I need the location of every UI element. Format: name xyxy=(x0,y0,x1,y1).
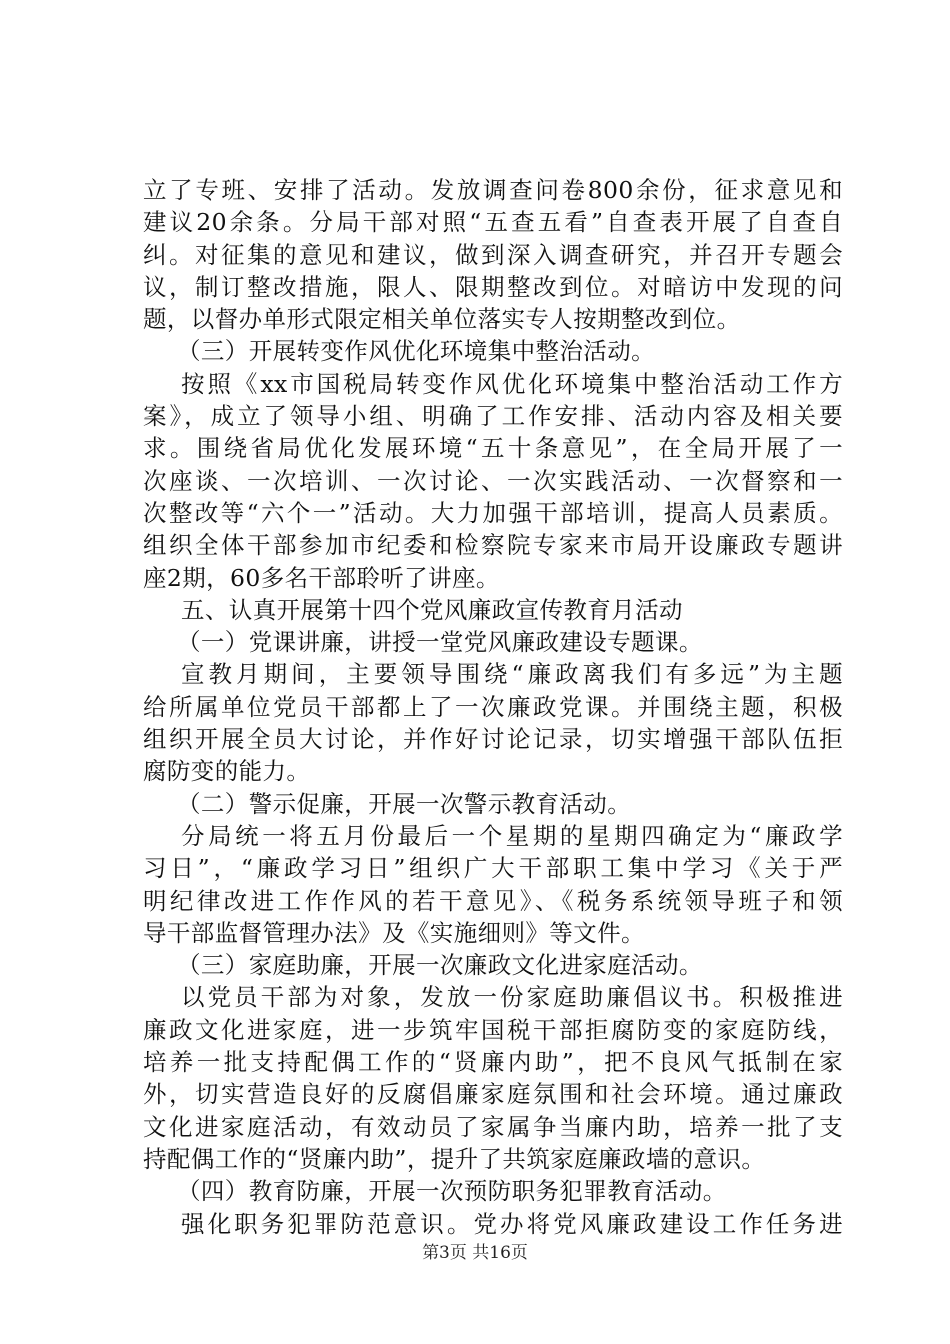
text-line: 分局统一将五月份最后一个星期的星期四确定为“廉政学 xyxy=(181,821,843,850)
section-heading: （四）教育防廉，开展一次预防职务犯罪教育活动。 xyxy=(177,1177,727,1206)
page-number-footer: 第3页 共16页 xyxy=(422,1243,528,1263)
text-line: 立了专班、安排了活动。发放调查问卷800余份，征求意见和 xyxy=(143,176,843,204)
text-line: 习日”，“廉政学习日”组织广大干部职工集中学习《关于严 xyxy=(143,854,843,883)
text-line: 明纪律改进工作作风的若干意见》、《税务系统领导班子和领 xyxy=(143,886,843,915)
text-line: 次座谈、一次培训、一次讨论、一次实践活动、一次督察和一 xyxy=(143,466,843,495)
text-line: 强化职务犯罪防范意识。党办将党风廉政建设工作任务进 xyxy=(181,1209,843,1238)
text-line: 外，切实营造良好的反腐倡廉家庭氛围和社会环境。通过廉政 xyxy=(143,1080,843,1109)
text-line: 座2期，60多名干部聆听了讲座。 xyxy=(143,563,500,592)
text-line: 给所属单位党员干部都上了一次廉政党课。并围绕主题，积极 xyxy=(143,692,843,721)
text-line: 议，制订整改措施，限人、限期整改到位。对暗访中发现的问 xyxy=(143,272,843,301)
text-line: 持配偶工作的“贤廉内助”，提升了共筑家庭廉政墙的意识。 xyxy=(143,1144,766,1173)
document-body xyxy=(143,174,843,1240)
text-line: 按照《xx市国税局转变作风优化环境集中整治活动工作方 xyxy=(181,369,843,398)
text-line: 腐防变的能力。 xyxy=(143,757,311,786)
text-line: 宣教月期间，主要领导围绕“廉政离我们有多远”为主题 xyxy=(181,660,843,689)
text-line: 求。围绕省局优化发展环境“五十条意见”，在全局开展了一 xyxy=(143,434,843,463)
text-line: 以党员干部为对象，发放一份家庭助廉倡议书。积极推进 xyxy=(181,983,843,1012)
section-heading: （三）家庭助廉，开展一次廉政文化进家庭活动。 xyxy=(177,951,703,980)
section-heading: （二）警示促廉，开展一次警示教育活动。 xyxy=(177,789,632,818)
section-heading: （三）开展转变作风优化环境集中整治活动。 xyxy=(177,337,655,366)
text-line: 组织全体干部参加市纪委和检察院专家来市局开设廉政专题讲 xyxy=(143,531,843,560)
text-line: 导干部监督管理办法》及《实施细则》等文件。 xyxy=(143,918,645,947)
section-heading: （一）党课讲廉，讲授一堂党风廉政建设专题课。 xyxy=(177,628,703,657)
text-line: 纠。对征集的意见和建议，做到深入调查研究，并召开专题会 xyxy=(143,240,843,269)
text-line: 题，以督办单形式限定相关单位落实专人按期整改到位。 xyxy=(143,305,741,334)
text-line: 建议20余条。分局干部对照“五查五看”自查表开展了自查自 xyxy=(143,208,843,237)
text-line: 廉政文化进家庭，进一步筑牢国税干部拒腐防变的家庭防线， xyxy=(143,1015,843,1044)
text-line: 组织开展全员大讨论，并作好讨论记录，切实增强干部队伍拒 xyxy=(143,725,843,754)
text-line: 案》，成立了领导小组、明确了工作安排、活动内容及相关要 xyxy=(143,402,843,431)
text-line: 次整改等“六个一”活动。大力加强干部培训，提高人员素质。 xyxy=(143,498,843,527)
text-line: 文化进家庭活动，有效动员了家属争当廉内助，培养一批了支 xyxy=(143,1112,843,1141)
text-line: 培养一批支持配偶工作的“贤廉内助”，把不良风气抵制在家 xyxy=(143,1048,843,1077)
section-heading: 五、认真开展第十四个党风廉政宣传教育月活动 xyxy=(181,595,683,624)
